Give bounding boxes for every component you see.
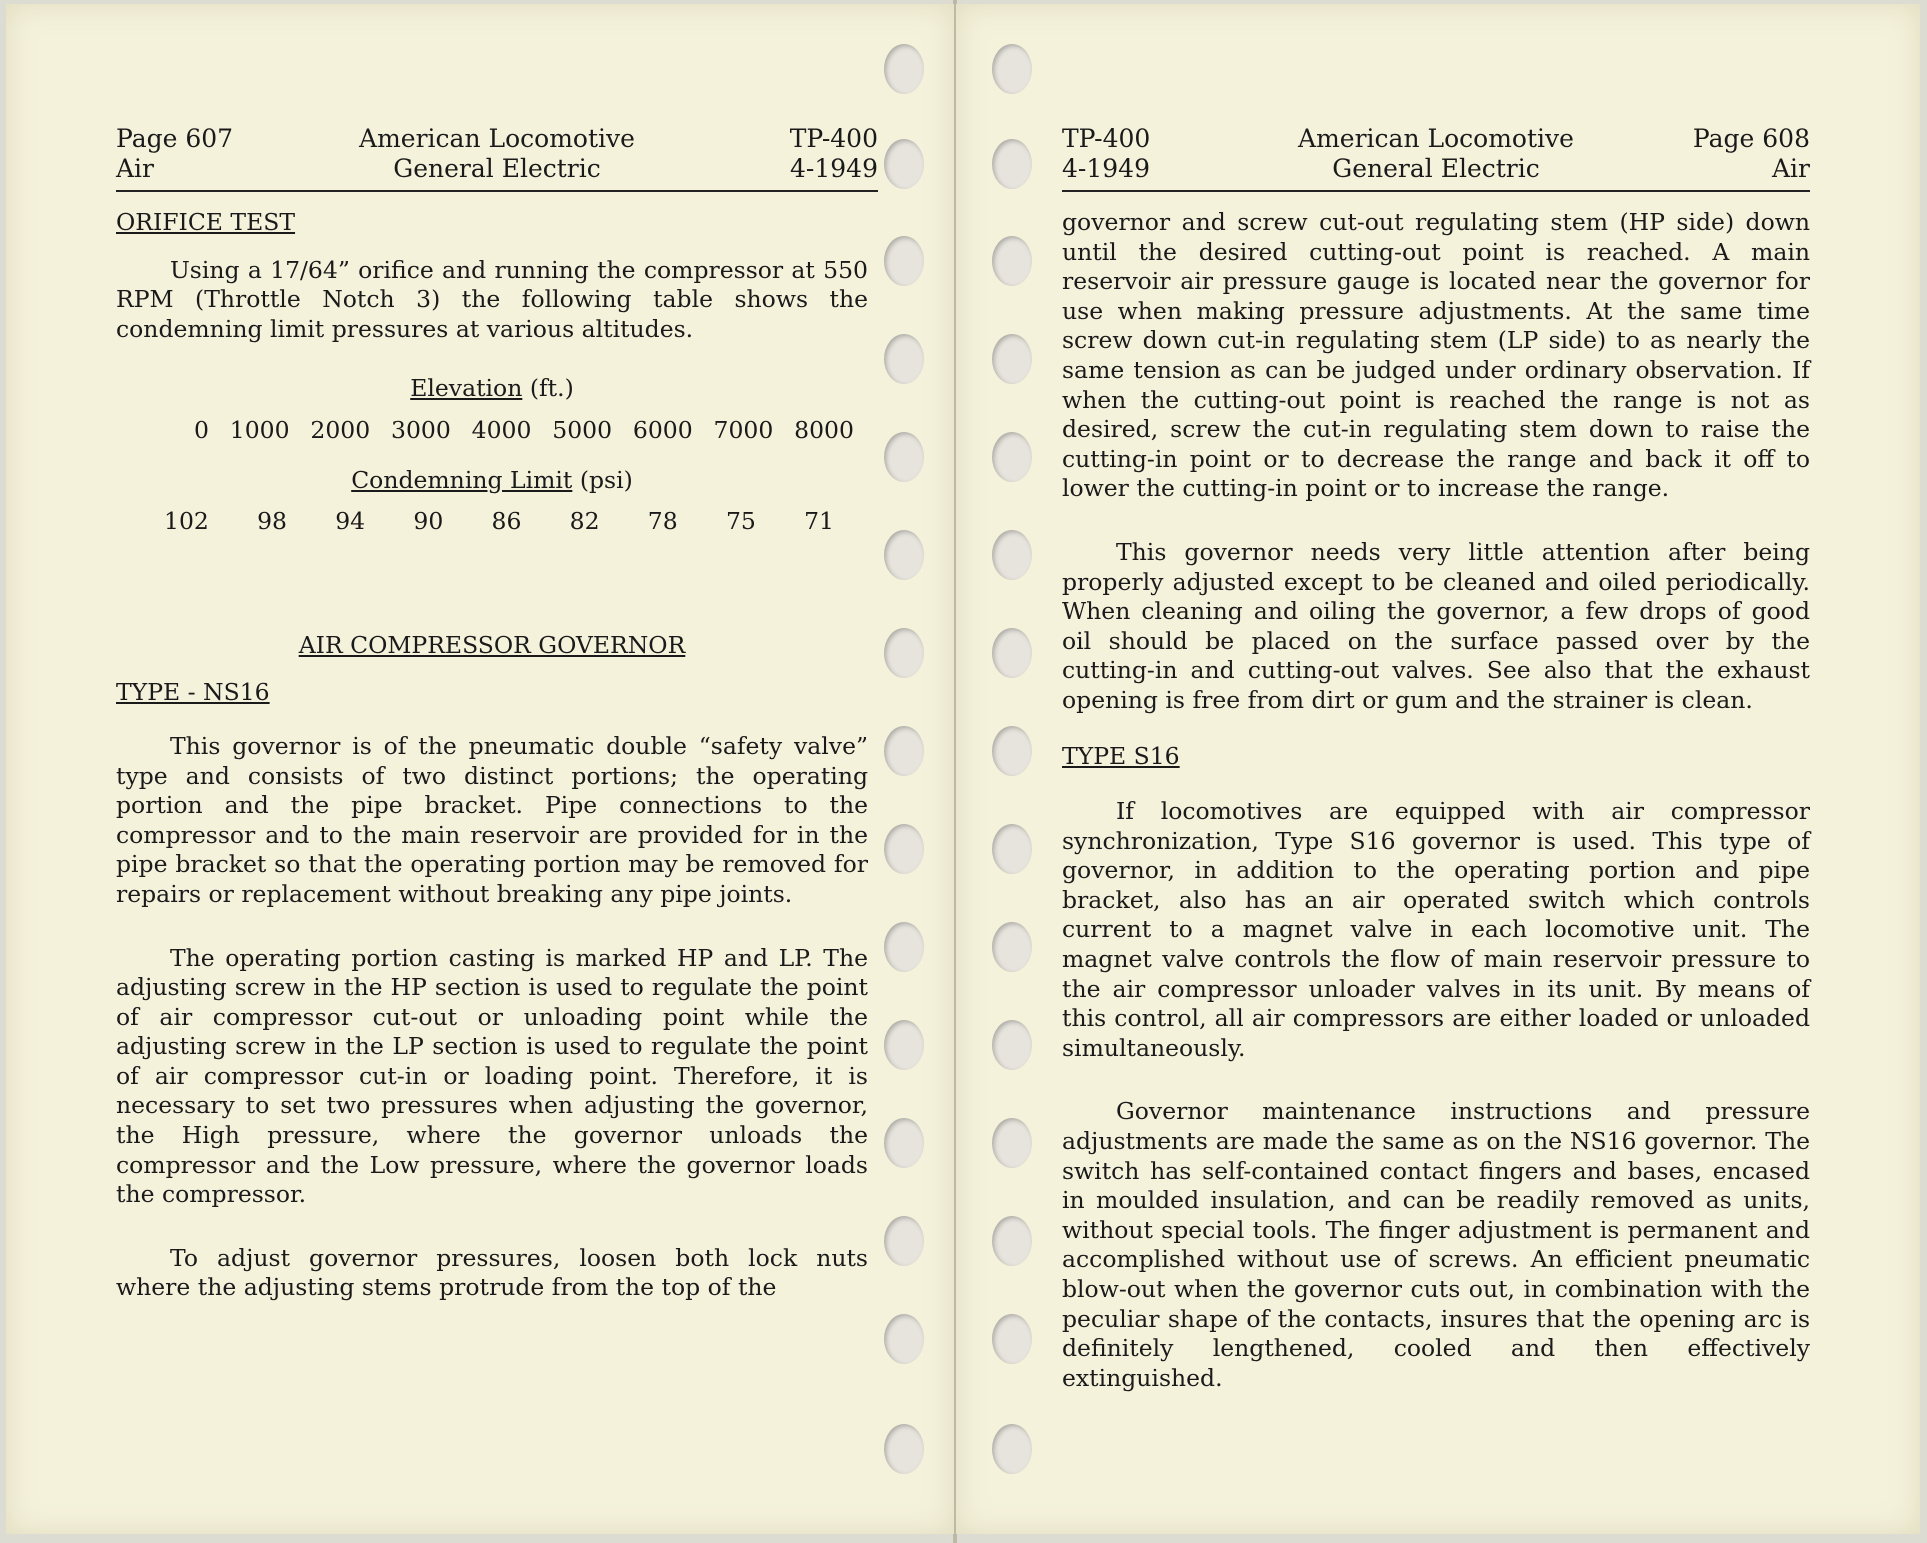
condemning-limit-label: Condemning Limit (psi) <box>351 465 633 494</box>
doc-code: TP-400 <box>1062 124 1151 153</box>
binder-hole <box>884 236 924 286</box>
binder-hole <box>884 334 924 384</box>
binder-hole <box>992 726 1032 776</box>
binder-hole <box>884 139 924 189</box>
table-cell: 2000 <box>310 415 371 444</box>
section-name: Air <box>116 154 155 183</box>
page-header <box>116 124 878 192</box>
binder-hole <box>992 824 1032 874</box>
binder-hole <box>992 530 1032 580</box>
page-header <box>1062 124 1810 192</box>
binder-hole <box>992 236 1032 286</box>
elevation-label: Elevation (ft.) <box>410 374 574 403</box>
page-607 <box>6 4 954 1534</box>
subsection-heading: TYPE S16 <box>1062 741 1180 770</box>
table-cell: 78 <box>647 507 678 536</box>
binder-hole <box>884 432 924 482</box>
section-heading: AIR COMPRESSOR GOVERNOR <box>298 630 686 659</box>
table-cell: 8000 <box>794 415 854 444</box>
binder-hole <box>884 726 924 776</box>
table-cell: 94 <box>335 507 366 536</box>
paragraph: governor and screw cut-out regulating stem (HP side) down until the desired cutting-out point is reached. A main reservoir air pressure gauge is located near the governor for use when making pressure adjustments. At the same time screw down cut-in regulating stem (LP side) to as nearly the same tension as can be judged under ordinary observation. If when the cutting-out point is reached the range is not as desired, screw the cut-in regulating stem down to raise the cutting-in point or to decrease the range and back it off to lower the cutting-in point or to increase the range. <box>1062 208 1810 503</box>
binder-hole <box>992 432 1032 482</box>
header-right <box>1693 124 1810 184</box>
binder-hole <box>884 1314 924 1364</box>
binder-hole <box>992 628 1032 678</box>
doc-date: 4-1949 <box>1062 154 1150 183</box>
doc-code: TP-400 <box>789 124 878 153</box>
company-line-1: American Locomotive <box>359 124 635 153</box>
table-cell: 86 <box>491 507 522 536</box>
binder-hole <box>992 1020 1032 1070</box>
binder-hole <box>884 922 924 972</box>
page-608 <box>956 4 1920 1534</box>
binder-hole <box>884 530 924 580</box>
binder-hole <box>884 1424 924 1474</box>
binder-hole <box>884 628 924 678</box>
table-cell: 6000 <box>632 415 693 444</box>
page-body <box>1062 208 1810 1393</box>
doc-date: 4-1949 <box>790 154 878 183</box>
subsection-heading: TYPE - NS16 <box>116 678 270 707</box>
table-cell: 1000 <box>229 415 290 444</box>
condemning-limit-row <box>164 507 834 537</box>
binder-hole <box>992 922 1032 972</box>
paragraph: The operating portion casting is marked HP and LP. The adjusting screw in the HP section is used to regulate the point of air compressor cut-out or unloading point while the adjusting screw in the LP section is used to regulate the point of air compressor cut-in or loading point. Therefore, it is necessary to set two pressures when adjusting the governor, the High pressure, where the governor unloads the compressor and the Low pressure, where the governor loads the compressor. <box>116 943 868 1209</box>
table-cell: 4000 <box>471 415 532 444</box>
table-cell: 102 <box>164 507 209 536</box>
paragraph: To adjust governor pressures, loosen both lock nuts where the adjusting stems protrude from the top of the <box>116 1243 868 1302</box>
table-cell: 98 <box>257 507 287 536</box>
section-heading: ORIFICE TEST <box>116 208 296 236</box>
table-cell: 0 <box>194 415 209 444</box>
paragraph: This governor needs very little attention after being properly adjusted except to be cleaned and oiled periodically. When cleaning and oiling the governor, a few drops of good oil should be placed on the surface passed over by the cutting-in and cutting-out valves. See also that the exhaust opening is free from dirt or gum and the strainer is clean. <box>1062 537 1810 714</box>
paragraph: This governor is of the pneumatic double “safety valve” type and consists of two distinct portions; the operating portion and the pipe bracket. Pipe connections to the compressor and to the main reservoir are provided for in the pipe bracket so that the operating portion may be removed for repairs or replacement without breaking any pipe joints. <box>116 731 868 908</box>
binder-hole <box>884 1020 924 1070</box>
binder-hole <box>992 139 1032 189</box>
table-cell: 75 <box>725 507 756 536</box>
binder-hole <box>992 1118 1032 1168</box>
company-line-1: American Locomotive <box>1298 124 1574 153</box>
elevation-row <box>194 416 854 446</box>
binder-hole <box>992 44 1032 94</box>
paragraph: Using a 17/64” orifice and running the compressor at 550 RPM (Throttle Notch 3) the following table shows the condemning limit pressures at various altitudes. <box>116 255 868 343</box>
paragraph: If locomotives are equipped with air compressor synchronization, Type S16 governor is used. This type of governor, in addition to the operating portion and pipe bracket, also has an air operated switch which controls current to a magnet valve in each locomotive unit. The magnet valve controls the flow of main reservoir pressure to the air compressor unloader valves in its unit. By means of this control, all air compressors are either loaded or unloaded simultaneously. <box>1062 797 1810 1062</box>
table-cell: 3000 <box>391 415 451 444</box>
table-cell: 5000 <box>552 415 613 444</box>
page-number: Page 608 <box>1692 124 1810 153</box>
page-body <box>116 208 868 1303</box>
company-line-2: General Electric <box>393 154 601 183</box>
company-line-2: General Electric <box>1332 154 1540 183</box>
paragraph: Governor maintenance instructions and pressure adjustments are made the same as on the NS16 governor. The switch has self-contained contact fingers and bases, encased in moulded insulation, and can be readily removed as units, without special tools. The finger adjustment is permanent and accomplished without use of screws. An efficient pneumatic blow-out when the governor cuts out, in combination with the peculiar shape of the contacts, insures that the opening arc is definitely lengthened, cooled and then effectively extinguished. <box>1062 1097 1810 1392</box>
binder-hole <box>992 1216 1032 1266</box>
binder-hole <box>884 824 924 874</box>
binder-hole <box>992 1314 1032 1364</box>
binder-hole <box>884 1216 924 1266</box>
header-right <box>790 124 878 184</box>
binder-hole <box>884 1118 924 1168</box>
table-cell: 90 <box>413 507 444 536</box>
table-cell: 71 <box>804 507 834 536</box>
table-cell: 7000 <box>713 415 774 444</box>
binder-hole <box>884 44 924 94</box>
section-name: Air <box>1771 154 1810 183</box>
header-center <box>116 124 878 184</box>
binder-hole <box>992 334 1032 384</box>
binder-hole <box>992 1424 1032 1474</box>
page-number: Page 607 <box>116 124 234 153</box>
table-cell: 82 <box>569 507 600 536</box>
